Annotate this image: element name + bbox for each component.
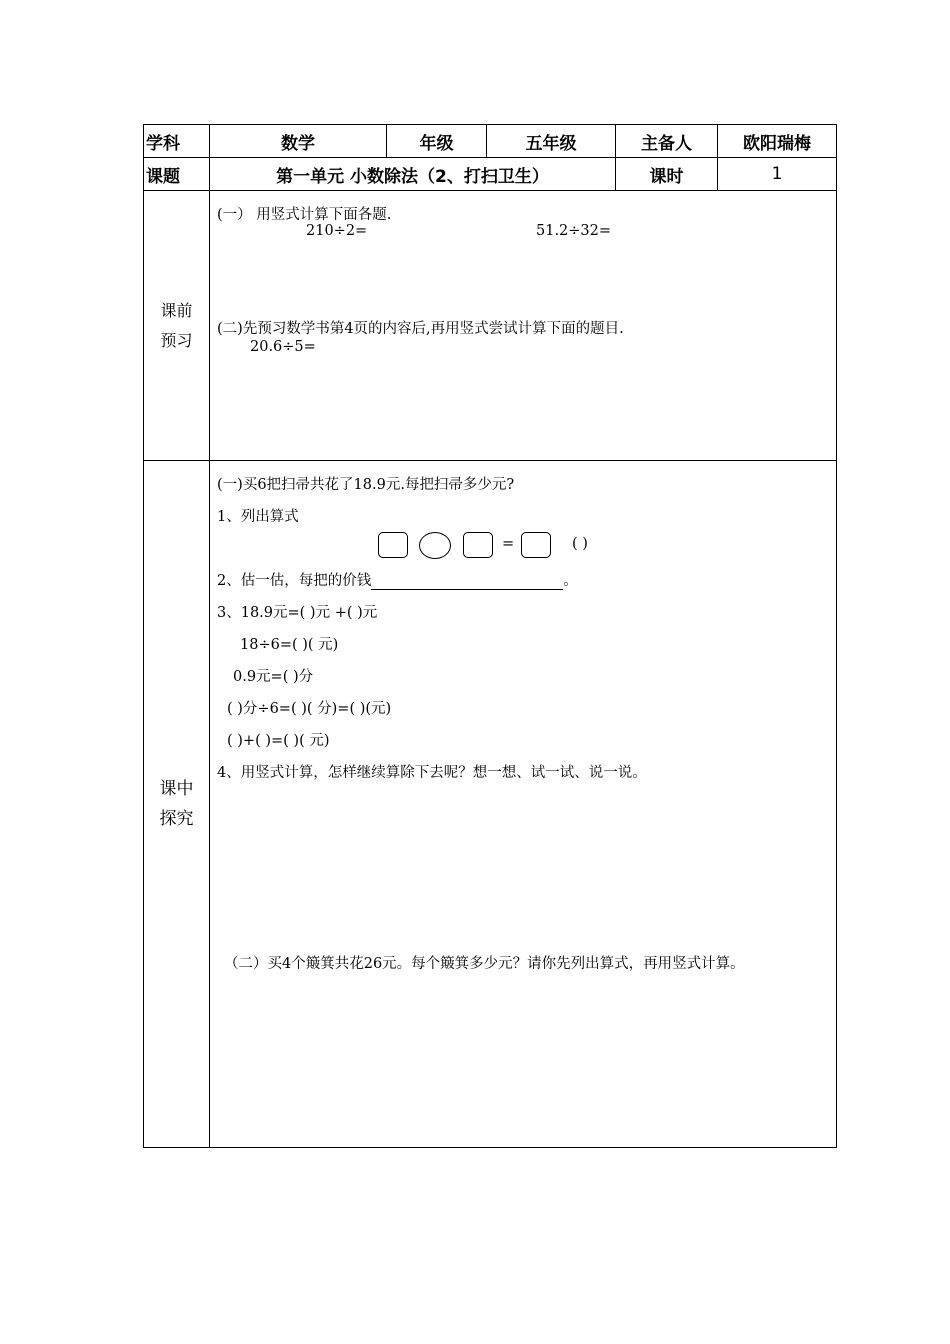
- equals-sign: =: [502, 536, 515, 552]
- preparer-label: 主备人: [616, 125, 718, 158]
- explore-part1-title: (一)买6把扫帚共花了18.9元.每把扫帚多少元?: [217, 477, 515, 493]
- blank-box-result: [521, 532, 551, 558]
- subject-value: 数学: [210, 125, 387, 158]
- preview-row: [144, 191, 837, 461]
- preview-question-3: 20.6÷5=: [250, 339, 316, 355]
- preview-question-1: 210÷2=: [306, 223, 368, 239]
- explore-part2-title: （二）买4个簸箕共花26元。每个簸箕多少元？请你先列出算式，再用竖式计算。: [224, 956, 745, 972]
- explore-row: [144, 461, 837, 1148]
- equation-template: [378, 536, 618, 556]
- explore-label: [144, 461, 210, 1148]
- explore-label-line2: 探究: [159, 809, 194, 829]
- blank-box-2: [463, 532, 493, 558]
- explore-step3-a: 18÷6=( )( 元): [240, 637, 339, 653]
- preview-label-line2: 预习: [160, 330, 193, 350]
- subject-label: 学科: [144, 125, 210, 158]
- preview-part1-title: (一） 用竖式计算下面各题.: [217, 207, 392, 223]
- topic-label: 课题: [144, 158, 210, 191]
- period-label: 课时: [616, 158, 718, 191]
- explore-step3-b: 0.9元=( )分: [233, 669, 314, 685]
- preview-part2-title: (二)先预习数学书第4页的内容后,再用竖式尝试计算下面的题目.: [217, 321, 624, 337]
- explore-step4: 4、用竖式计算，怎样继续算除下去呢？想一想、试一试、说一说。: [217, 765, 647, 781]
- explore-step3-c: ( )分÷6=( )( 分)=( )(元): [227, 701, 392, 717]
- topic-value: 第一单元 小数除法（2、打扫卫生）: [210, 158, 616, 191]
- grade-value: 五年级: [487, 125, 616, 158]
- explore-step2-text: 2、估一估，每把的价钱: [217, 573, 372, 589]
- explore-content: [210, 461, 837, 1148]
- preview-content: [210, 191, 837, 461]
- preview-label-line1: 课前: [160, 300, 193, 320]
- blank-box-1: [378, 532, 408, 558]
- explore-step2: [217, 569, 578, 590]
- explore-step2-end: 。: [563, 573, 578, 589]
- preview-label: [144, 191, 210, 461]
- preparer-value: 欧阳瑞梅: [718, 125, 837, 158]
- blank-oval-operator: [419, 532, 451, 559]
- lesson-plan-table: [143, 124, 837, 1148]
- explore-step3-d: ( )+( )=( )( 元): [227, 733, 330, 749]
- preview-question-2: 51.2÷32=: [536, 223, 612, 239]
- price-estimate-blank: [371, 574, 563, 590]
- unit-blank: ( ): [572, 536, 588, 552]
- header-row: [144, 125, 837, 158]
- topic-row: [144, 158, 837, 191]
- grade-label: 年级: [387, 125, 487, 158]
- period-value: 1: [718, 158, 837, 191]
- explore-label-line1: 课中: [159, 779, 194, 799]
- explore-step1: 1、列出算式: [217, 509, 299, 525]
- explore-step3: 3、18.9元=( )元 +( )元: [217, 605, 378, 621]
